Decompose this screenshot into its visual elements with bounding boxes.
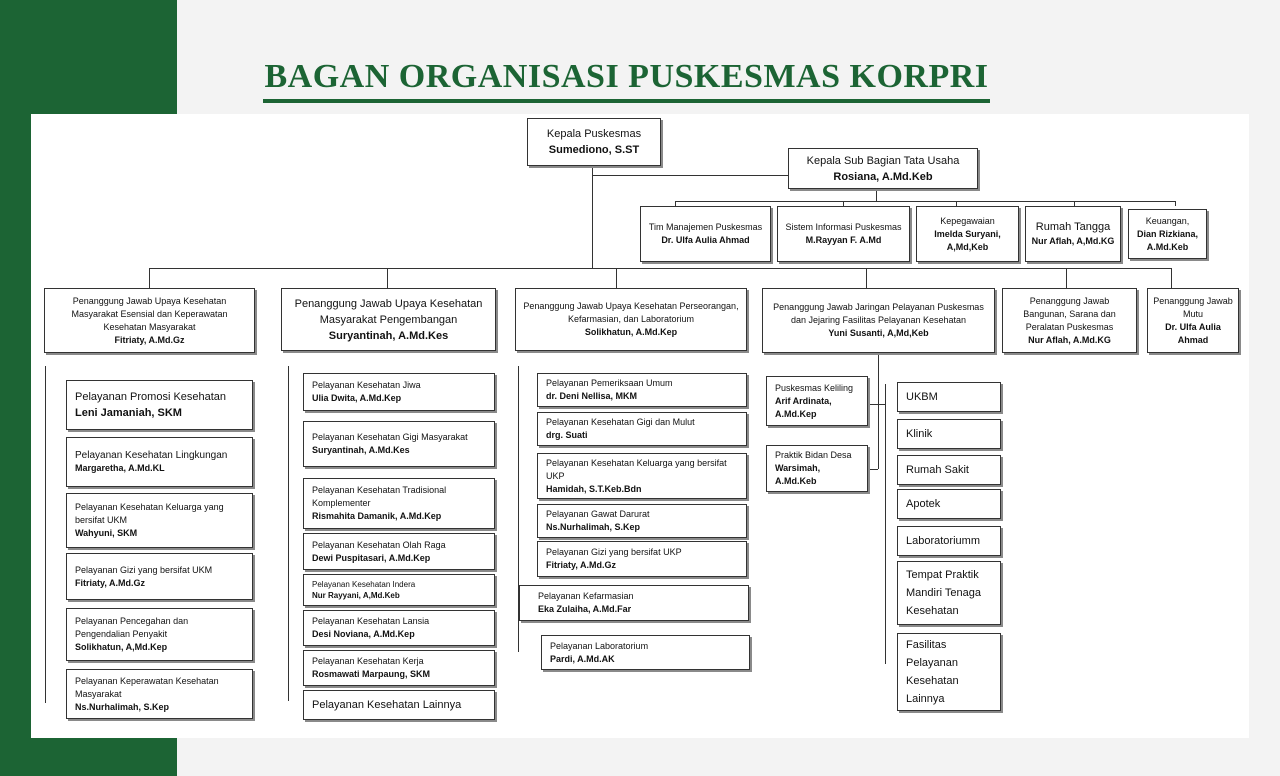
- service-title: Pelayanan Kesehatan Keluarga yang bersifat UKM: [75, 502, 224, 525]
- title-underline: [263, 99, 990, 103]
- service-box: [66, 493, 253, 548]
- facility-label: UKBM: [906, 391, 938, 403]
- person-name: Hamidah, S.T.Keb.Bdn: [546, 483, 642, 494]
- person-name: Yuni Susanti, A,Md,Keb: [828, 328, 929, 338]
- admin-unit-box: [1128, 209, 1207, 259]
- person-name: Fitriaty, A.Md.Gz: [75, 577, 146, 588]
- position-title: Penanggung Jawab Upaya Kesehatan Perseorangan, Kefarmasian, dan Laboratorium: [523, 301, 739, 324]
- person-name: Rosiana, A.Md.Keb: [833, 170, 933, 183]
- person-name: Nur Aflah, A,Md.KG: [1031, 236, 1115, 246]
- person-name: Fitriaty, A.Md.Gz: [546, 560, 617, 570]
- service-title: Pelayanan Keperawatan Kesehatan Masyarakat: [75, 675, 219, 699]
- position-title: Penanggung Jawab Bangunan, Sarana dan Peralatan Puskesmas: [1023, 295, 1116, 332]
- service-box: [66, 553, 253, 600]
- service-box: [537, 453, 747, 499]
- service-title: Pelayanan Kesehatan Gigi Masyarakat: [312, 432, 468, 442]
- position-title: Penanggung Jawab Mutu: [1153, 295, 1233, 319]
- person-name: Nur Aflah, A.Md.KG: [1028, 334, 1111, 345]
- person-name: Suryantinah, A.Md.Kes: [312, 445, 410, 455]
- pj-ukp-box: [515, 288, 747, 351]
- facility-box: [897, 455, 1001, 485]
- service-title: Praktik Bidan Desa: [775, 450, 852, 460]
- connector: [878, 353, 879, 469]
- service-box: [66, 669, 253, 719]
- pj-jaringan-box: [762, 288, 995, 353]
- service-box: [303, 533, 495, 570]
- service-box: [541, 635, 750, 670]
- service-title: Pelayanan Pencegahan dan Pengendalian Penyakit: [75, 616, 189, 639]
- admin-unit-box: [916, 206, 1019, 262]
- person-name: Sumediono, S.ST: [548, 144, 640, 156]
- connector: [45, 366, 46, 703]
- admin-unit-box: [1025, 206, 1121, 262]
- facility-label: Tempat Praktik Mandiri Tenaga Kesehatan: [906, 569, 982, 617]
- connector: [1066, 268, 1067, 288]
- service-title: Pelayanan Kesehatan Indera: [312, 580, 416, 589]
- unit-title: Rumah Tangga: [1035, 221, 1111, 233]
- service-box: [303, 610, 495, 646]
- person-name: Warsimah, A.Md.Keb: [775, 463, 821, 486]
- person-name: Dian Rizkiana, A.Md.Keb: [1136, 228, 1199, 252]
- person-name: Ns.Nurhalimah, S.Kep: [546, 522, 641, 532]
- org-chart: [31, 114, 1249, 738]
- service-title: Pelayanan Laboratorium: [550, 640, 649, 651]
- unit-title: Tim Manajemen Puskesmas: [648, 222, 763, 232]
- connector: [876, 189, 877, 201]
- service-box: [66, 608, 253, 661]
- service-title: Pelayanan Kesehatan Jiwa: [312, 380, 421, 390]
- service-box: [66, 380, 253, 430]
- service-box: [537, 373, 747, 407]
- service-title: Puskesmas Keliling: [775, 382, 854, 393]
- person-name: dr. Deni Nellisa, MKM: [546, 391, 638, 401]
- facility-box: [897, 419, 1001, 449]
- person-name: Leni Jamaniah, SKM: [75, 407, 182, 419]
- position-title: Kepala Puskesmas: [546, 128, 642, 140]
- service-title: Pelayanan Pemeriksaan Umum: [546, 378, 673, 388]
- position-title: Penanggung Jawab Upaya Kesehatan Masyarakat Pengembangan: [294, 297, 483, 326]
- service-title: Pelayanan Gizi yang bersifat UKP: [546, 547, 682, 557]
- service-title: Pelayanan Promosi Kesehatan: [75, 391, 227, 403]
- person-name: Dr. Ulfa Aulia Ahmad: [1165, 321, 1221, 345]
- connector: [592, 175, 788, 176]
- service-box: [519, 585, 749, 621]
- kepala-sub-bagian-box: [788, 148, 978, 189]
- position-title: Penanggung Jawab Upaya Kesehatan Masyarakat Esensial dan Keperawatan Kesehatan Masyarakat: [71, 295, 228, 332]
- person-name: Margaretha, A.Md.KL: [75, 463, 165, 473]
- facility-box: [897, 526, 1001, 556]
- service-box: [303, 574, 495, 606]
- pj-bangunan-box: [1002, 288, 1137, 353]
- pj-ukm-pengembangan-box: [281, 288, 496, 351]
- service-title: Pelayanan Kesehatan Tradisional Komplementer: [312, 485, 447, 508]
- person-name: Pardi, A.Md.AK: [550, 653, 615, 664]
- service-box: [537, 412, 747, 446]
- connector: [1171, 268, 1172, 288]
- kepala-puskesmas-box: [527, 118, 661, 166]
- service-box: [303, 478, 495, 529]
- admin-unit-box: [777, 206, 910, 262]
- connector: [288, 366, 289, 701]
- person-name: Rismahita Damanik, A.Md.Kep: [312, 511, 442, 521]
- connector: [592, 166, 593, 268]
- service-title: Pelayanan Kesehatan Gigi dan Mulut: [546, 417, 695, 427]
- person-name: Dewi Puspitasari, A.Md.Kep: [312, 552, 431, 563]
- pj-mutu-box: [1147, 288, 1239, 353]
- person-name: Eka Zulaiha, A.Md.Far: [538, 604, 632, 614]
- person-name: Suryantinah, A.Md.Kes: [328, 329, 449, 342]
- network-box: [766, 376, 868, 426]
- connector: [867, 404, 885, 405]
- position-title: Kepala Sub Bagian Tata Usaha: [806, 154, 960, 167]
- person-name: Arif Ardinata, A.Md.Kep: [775, 395, 832, 419]
- connector: [867, 469, 878, 470]
- facility-box: [897, 633, 1001, 711]
- connector: [149, 268, 150, 288]
- service-title: Pelayanan Kefarmasian: [538, 591, 634, 601]
- person-name: M.Rayyan F. A.Md: [805, 235, 882, 245]
- person-name: Solikhatun, A,Md.Kep: [75, 642, 168, 652]
- service-box: [303, 690, 495, 720]
- service-title: Pelayanan Gawat Darurat: [546, 509, 650, 519]
- service-title: Pelayanan Kesehatan Lansia: [312, 616, 430, 626]
- service-box: [303, 650, 495, 686]
- service-box: [66, 437, 253, 487]
- facility-box: [897, 382, 1001, 412]
- facility-box: [897, 489, 1001, 519]
- connector: [149, 268, 1171, 269]
- connector: [387, 268, 388, 288]
- person-name: Rosmawati Marpaung, SKM: [312, 669, 431, 679]
- service-box: [537, 504, 747, 538]
- unit-title: Keuangan,: [1145, 215, 1190, 226]
- page-title: BAGAN ORGANISASI PUSKESMAS KORPRI: [264, 58, 989, 95]
- unit-title: Sistem Informasi Puskesmas: [785, 222, 902, 232]
- service-title: Pelayanan Kesehatan Lingkungan: [75, 450, 228, 461]
- connector: [866, 268, 867, 288]
- connector: [616, 268, 617, 288]
- person-name: Solikhatun, A.Md.Kep: [584, 327, 678, 337]
- person-name: Dr. Ulfa Aulia Ahmad: [661, 235, 750, 245]
- person-name: Desi Noviana, A.Md.Kep: [312, 629, 415, 639]
- connector: [1175, 201, 1176, 206]
- facility-label: Klinik: [906, 428, 933, 440]
- person-name: Wahyuni, SKM: [75, 528, 138, 538]
- service-title: Pelayanan Kesehatan Kerja: [312, 656, 424, 666]
- service-box: [303, 421, 495, 467]
- connector: [885, 384, 886, 664]
- network-box: [766, 445, 868, 492]
- service-title: Pelayanan Kesehatan Lainnya: [312, 698, 462, 711]
- admin-unit-box: [640, 206, 771, 262]
- person-name: Fitriaty, A.Md.Gz: [114, 334, 185, 345]
- facility-label: Laboratoriumm: [906, 535, 980, 547]
- position-title: Penanggung Jawab Jaringan Pelayanan Puskesmas dan Jejaring Fasilitas Pelayanan Kesehatan: [773, 302, 984, 325]
- unit-title: Kepegawaian: [940, 215, 995, 226]
- service-title: Pelayanan Kesehatan Olah Raga: [312, 539, 446, 550]
- service-title: Pelayanan Gizi yang bersifat UKM: [75, 564, 213, 575]
- facility-label: Apotek: [906, 498, 941, 510]
- connector: [675, 201, 1175, 202]
- person-name: Ulia Dwita, A.Md.Kep: [312, 393, 402, 403]
- person-name: Ns.Nurhalimah, S.Kep: [75, 701, 170, 712]
- facility-box: [897, 561, 1001, 625]
- pj-ukm-esensial-box: [44, 288, 255, 353]
- service-title: Pelayanan Kesehatan Keluarga yang bersifat UKP: [546, 457, 727, 481]
- facility-label: Rumah Sakit: [906, 464, 969, 476]
- service-box: [537, 541, 747, 577]
- person-name: drg. Suati: [546, 430, 588, 440]
- person-name: Imelda Suryani, A,Md,Keb: [934, 228, 1001, 252]
- person-name: Nur Rayyani, A,Md.Keb: [312, 591, 400, 600]
- service-box: [303, 373, 495, 411]
- facility-label: Fasilitas Pelayanan Kesehatan Lainnya: [906, 639, 959, 705]
